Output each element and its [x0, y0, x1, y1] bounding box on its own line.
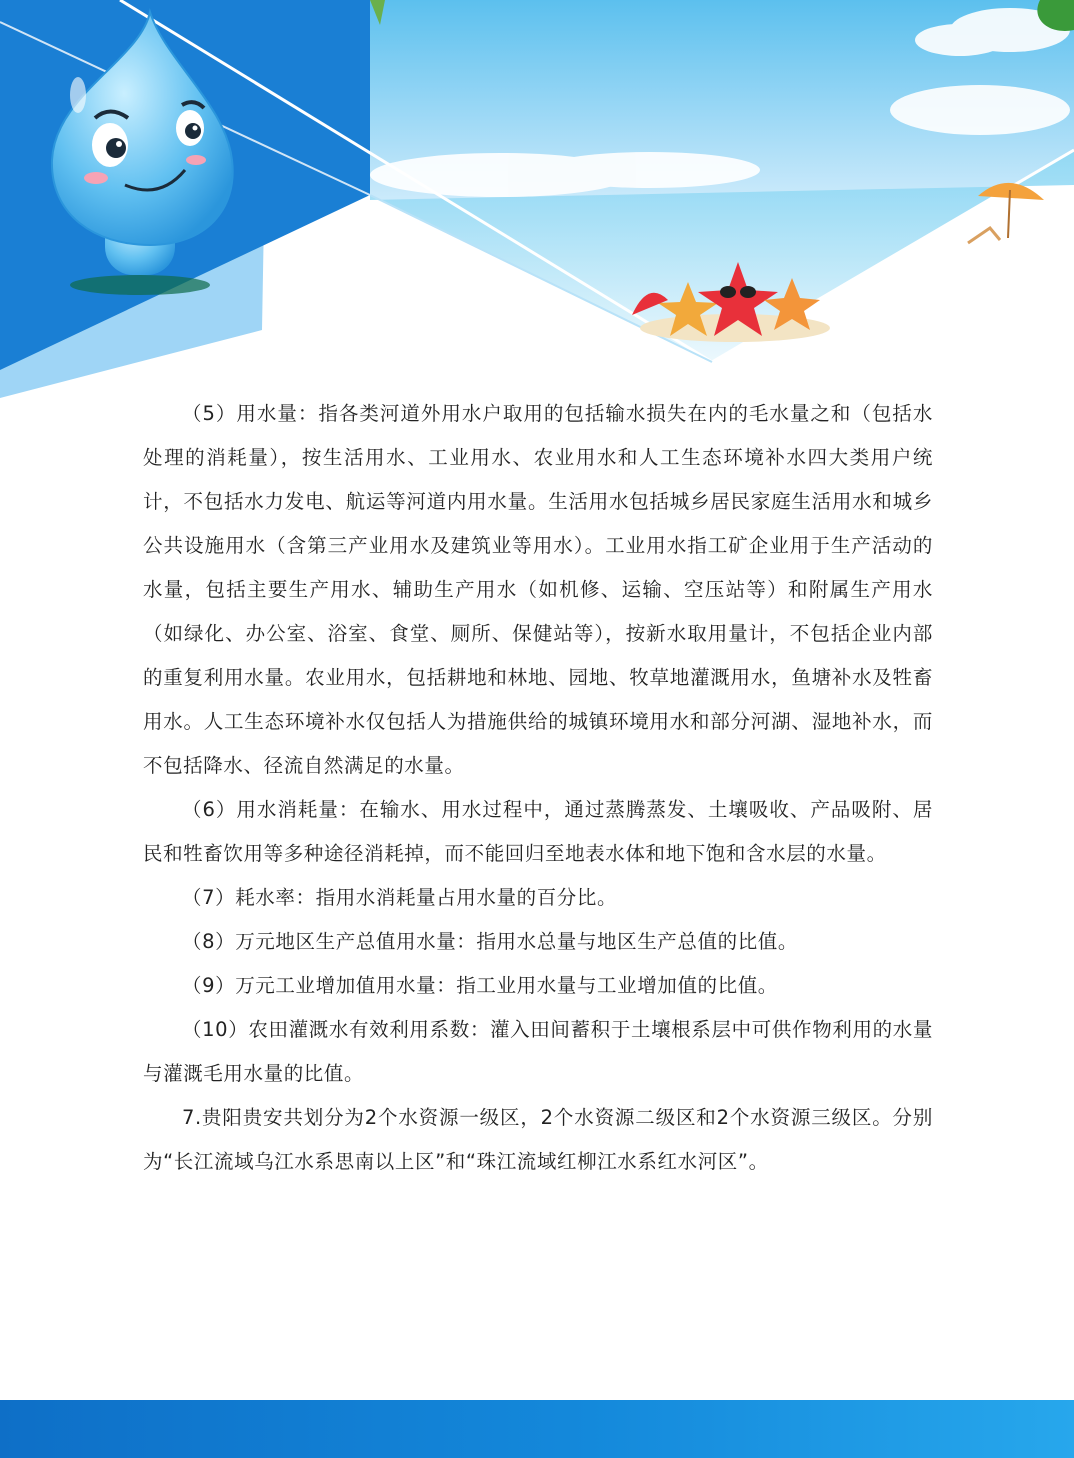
paragraph-water-resource-zones: 7.贵阳贵安共划分为2个水资源一级区，2个水资源二级区和2个水资源三级区。分别为“长江流域乌江水系思南以上区”和“珠江流域红柳江水系红水河区”。	[143, 1106, 933, 1173]
header-artwork	[0, 0, 1074, 400]
paragraph-irrigation-coefficient: （10）农田灌溉水有效利用系数：灌入田间蓄积于土壤根系层中可供作物利用的水量与灌溉毛用水量的比值。	[143, 1018, 933, 1085]
footer-band	[0, 1400, 1074, 1458]
document-body	[143, 392, 933, 1184]
paragraph-industrial-water-use: （9）万元工业增加值用水量：指工业用水量与工业增加值的比值。	[182, 974, 778, 997]
paragraph-water-consumption: （6）用水消耗量：在输水、用水过程中，通过蒸腾蒸发、土壤吸收、产品吸附、居民和牲畜饮用等多种途径消耗掉，而不能回归至地表水体和地下饱和含水层的水量。	[143, 798, 933, 865]
paragraph-gdp-water-use: （8）万元地区生产总值用水量：指用水总量与地区生产总值的比值。	[182, 930, 799, 953]
paragraph-consumption-rate: （7）耗水率：指用水消耗量占用水量的百分比。	[182, 886, 618, 909]
paragraph-water-use: （5）用水量：指各类河道外用水户取用的包括输水损失在内的毛水量之和（包括水处理的消耗量），按生活用水、工业用水、农业用水和人工生态环境补水四大类用户统计，不包括水力发电、航运等河道内用水量。生活用水包括城乡居民家庭生活用水和城乡公共设施用水（含第三产业用水及建筑业等用水）。工业用水指工矿企业用于生产活动的水量，包括主要生产用水、辅助生产用水（如机修、运输、空压站等）和附属生产用水（如绿化、办公室、浴室、食堂、厕所、保健站等），按新水取用量计，不包括企业内部的重复利用水量。农业用水，包括耕地和林地、园地、牧草地灌溉用水，鱼塘补水及牲畜用水。人工生态环境补水仅包括人为措施供给的城镇环境用水和部分河湖、湿地补水，而不包括降水、径流自然满足的水量。	[143, 402, 933, 777]
